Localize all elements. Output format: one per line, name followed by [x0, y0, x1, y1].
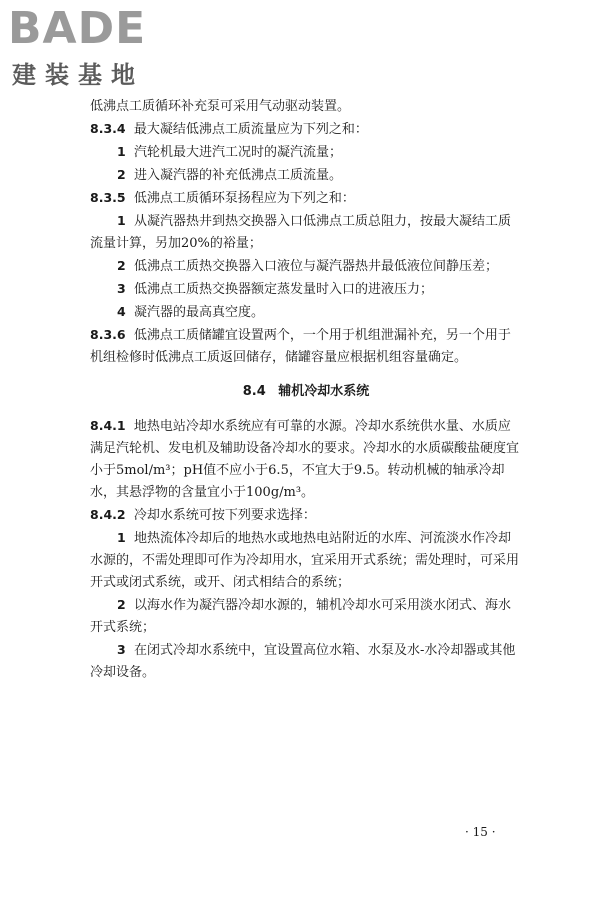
- item-text: 以海水作为凝汽器冷却水源的，辅机冷却水可采用淡水闭式、海水开式系统；: [90, 598, 511, 635]
- clause-8-3-4-item-1: [90, 141, 522, 164]
- logo-wordmark: BADE: [8, 3, 147, 54]
- clause-text: 低沸点工质储罐宜设置两个，一个用于机组泄漏补充，另一个用于机组检修时低沸点工质返回储存，储罐容量应根据机组容量确定。: [90, 328, 511, 365]
- clause-number: 8.4.1: [90, 418, 126, 433]
- section-title: 辅机冷却水系统: [278, 384, 370, 399]
- clause-8-3-5-item-1: [90, 210, 522, 255]
- item-number: 1: [117, 213, 126, 228]
- clause-8-3-4-item-2: [90, 164, 522, 187]
- item-number: 2: [117, 258, 126, 273]
- clause-8-3-5-item-3: [90, 278, 522, 301]
- item-number: 2: [117, 167, 126, 182]
- clause-8-4-2-item-2: [90, 594, 522, 639]
- clause-text: 地热电站冷却水系统应有可靠的水源。冷却水系统供水量、水质应满足汽轮机、发电机及辅助设备冷却水的要求。冷却水的水质碳酸盐硬度宜小于5mol/m³；pH值不应小于6.5，不宜大于9.5。转动机械的轴承冷却水，其悬浮物的含量宜小于100g/m³。: [90, 419, 520, 500]
- item-text: 进入凝汽器的补充低沸点工质流量。: [133, 168, 342, 183]
- item-number: 1: [117, 144, 126, 159]
- clause-8-4-2-item-1: [90, 527, 522, 594]
- section-heading: [90, 381, 522, 403]
- item-text: 在闭式冷却水系统中，宜设置高位水箱、水泵及水-水冷却器或其他冷却设备。: [90, 643, 516, 680]
- clause-8-4-2: [90, 504, 522, 527]
- clause-number: 8.3.5: [90, 190, 126, 205]
- item-text: 汽轮机最大进汽工况时的凝汽流量；: [133, 145, 342, 160]
- item-text: 低沸点工质热交换器额定蒸发量时入口的进液压力；: [133, 282, 433, 297]
- item-number: 4: [117, 304, 126, 319]
- clause-number: 8.4.2: [90, 507, 126, 522]
- clause-8-3-5: [90, 187, 522, 210]
- item-text: 低沸点工质热交换器入口液位与凝汽器热井最低液位间静压差；: [133, 259, 498, 274]
- item-text: 地热流体冷却后的地热水或地热电站附近的水库、河流淡水作冷却水源的，不需处理即可作为冷却用水，宜采用开式系统；需处理时，可采用开式或闭式系统，或开、闭式相结合的系统；: [90, 531, 520, 590]
- item-text: 凝汽器的最高真空度。: [133, 305, 264, 320]
- item-number: 3: [117, 281, 126, 296]
- clause-8-4-1: [90, 415, 522, 504]
- page-number: · 15 ·: [465, 825, 496, 839]
- clause-8-3-5-item-4: [90, 301, 522, 324]
- clause-text: 低沸点工质循环泵扬程应为下列之和：: [133, 191, 355, 206]
- paragraph-continuation: 低沸点工质循环补充泵可采用气动驱动装置。: [90, 99, 351, 114]
- clause-8-3-4: [90, 118, 522, 141]
- clause-number: 8.3.6: [90, 327, 126, 342]
- document-body: [90, 96, 522, 684]
- clause-8-3-5-item-2: [90, 255, 522, 278]
- clause-text: 冷却水系统可按下列要求选择：: [133, 508, 316, 523]
- item-number: 3: [117, 642, 126, 657]
- item-number: 2: [117, 597, 126, 612]
- logo-subtitle: 建装基地: [12, 61, 144, 89]
- item-number: 1: [117, 530, 126, 545]
- clause-number: 8.3.4: [90, 121, 126, 136]
- clause-text: 最大凝结低沸点工质流量应为下列之和：: [133, 122, 368, 137]
- section-number: 8.4: [242, 384, 266, 399]
- logo: [6, 4, 176, 94]
- clause-8-4-2-item-3: [90, 639, 522, 684]
- clause-8-3-6: [90, 324, 522, 369]
- item-text: 从凝汽器热井到热交换器入口低沸点工质总阻力，按最大凝结工质流量计算，另加20%的裕量；: [90, 214, 511, 251]
